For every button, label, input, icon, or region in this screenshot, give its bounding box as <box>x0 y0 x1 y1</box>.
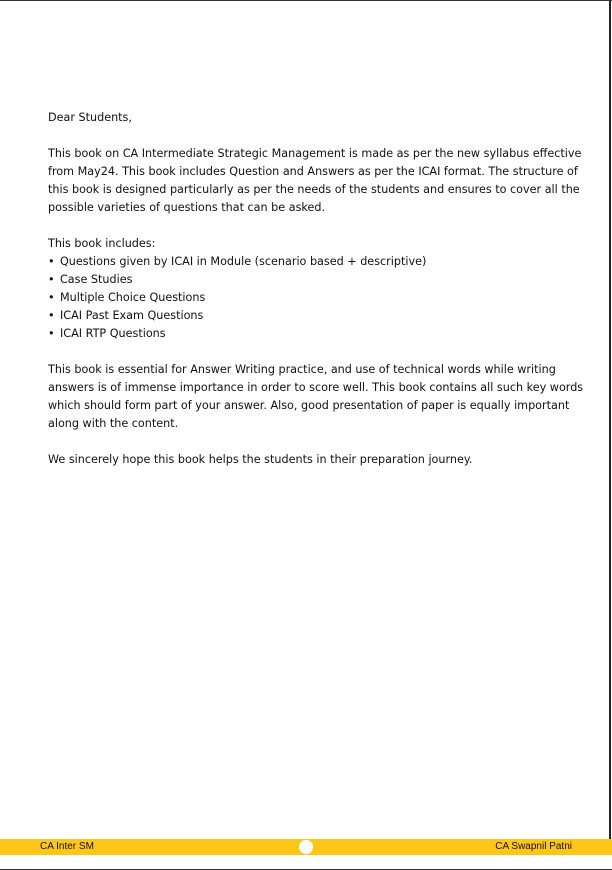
list-item: • ICAI RTP Questions <box>48 325 594 343</box>
footer-left-text: CA Inter SM <box>40 841 94 852</box>
list-item: • Questions given by ICAI in Module (scenario based + descriptive) <box>48 253 594 271</box>
list-item: • ICAI Past Exam Questions <box>48 307 594 325</box>
includes-list <box>48 253 594 343</box>
closing-paragraph: We sincerely hope this book helps the students in their preparation journey. <box>48 453 473 466</box>
includes-heading: This book includes: <box>48 237 156 250</box>
salutation: Dear Students, <box>48 111 132 124</box>
right-border-rule <box>609 1 611 841</box>
footer-circle-icon <box>299 840 313 854</box>
letter-body <box>48 109 594 487</box>
list-item: • Case Studies <box>48 271 594 289</box>
list-item: • Multiple Choice Questions <box>48 289 594 307</box>
essential-paragraph: This book is essential for Answer Writing practice, and use of technical words while writing answers is of immense importance in order to score well. This book contains all such key words which should form part of your answer. Also, good presentation of paper is equally important along with the content. <box>48 363 584 430</box>
footer-right-text: CA Swapnil Patni <box>495 841 572 852</box>
page-footer <box>0 839 612 855</box>
intro-paragraph: This book on CA Intermediate Strategic Management is made as per the new syllabus effective from May24. This book includes Question and Answers as per the ICAI format. The structure of this book is designed particularly as per the needs of the students and ensures to cover all the possible varieties of questions that can be asked. <box>48 147 582 214</box>
